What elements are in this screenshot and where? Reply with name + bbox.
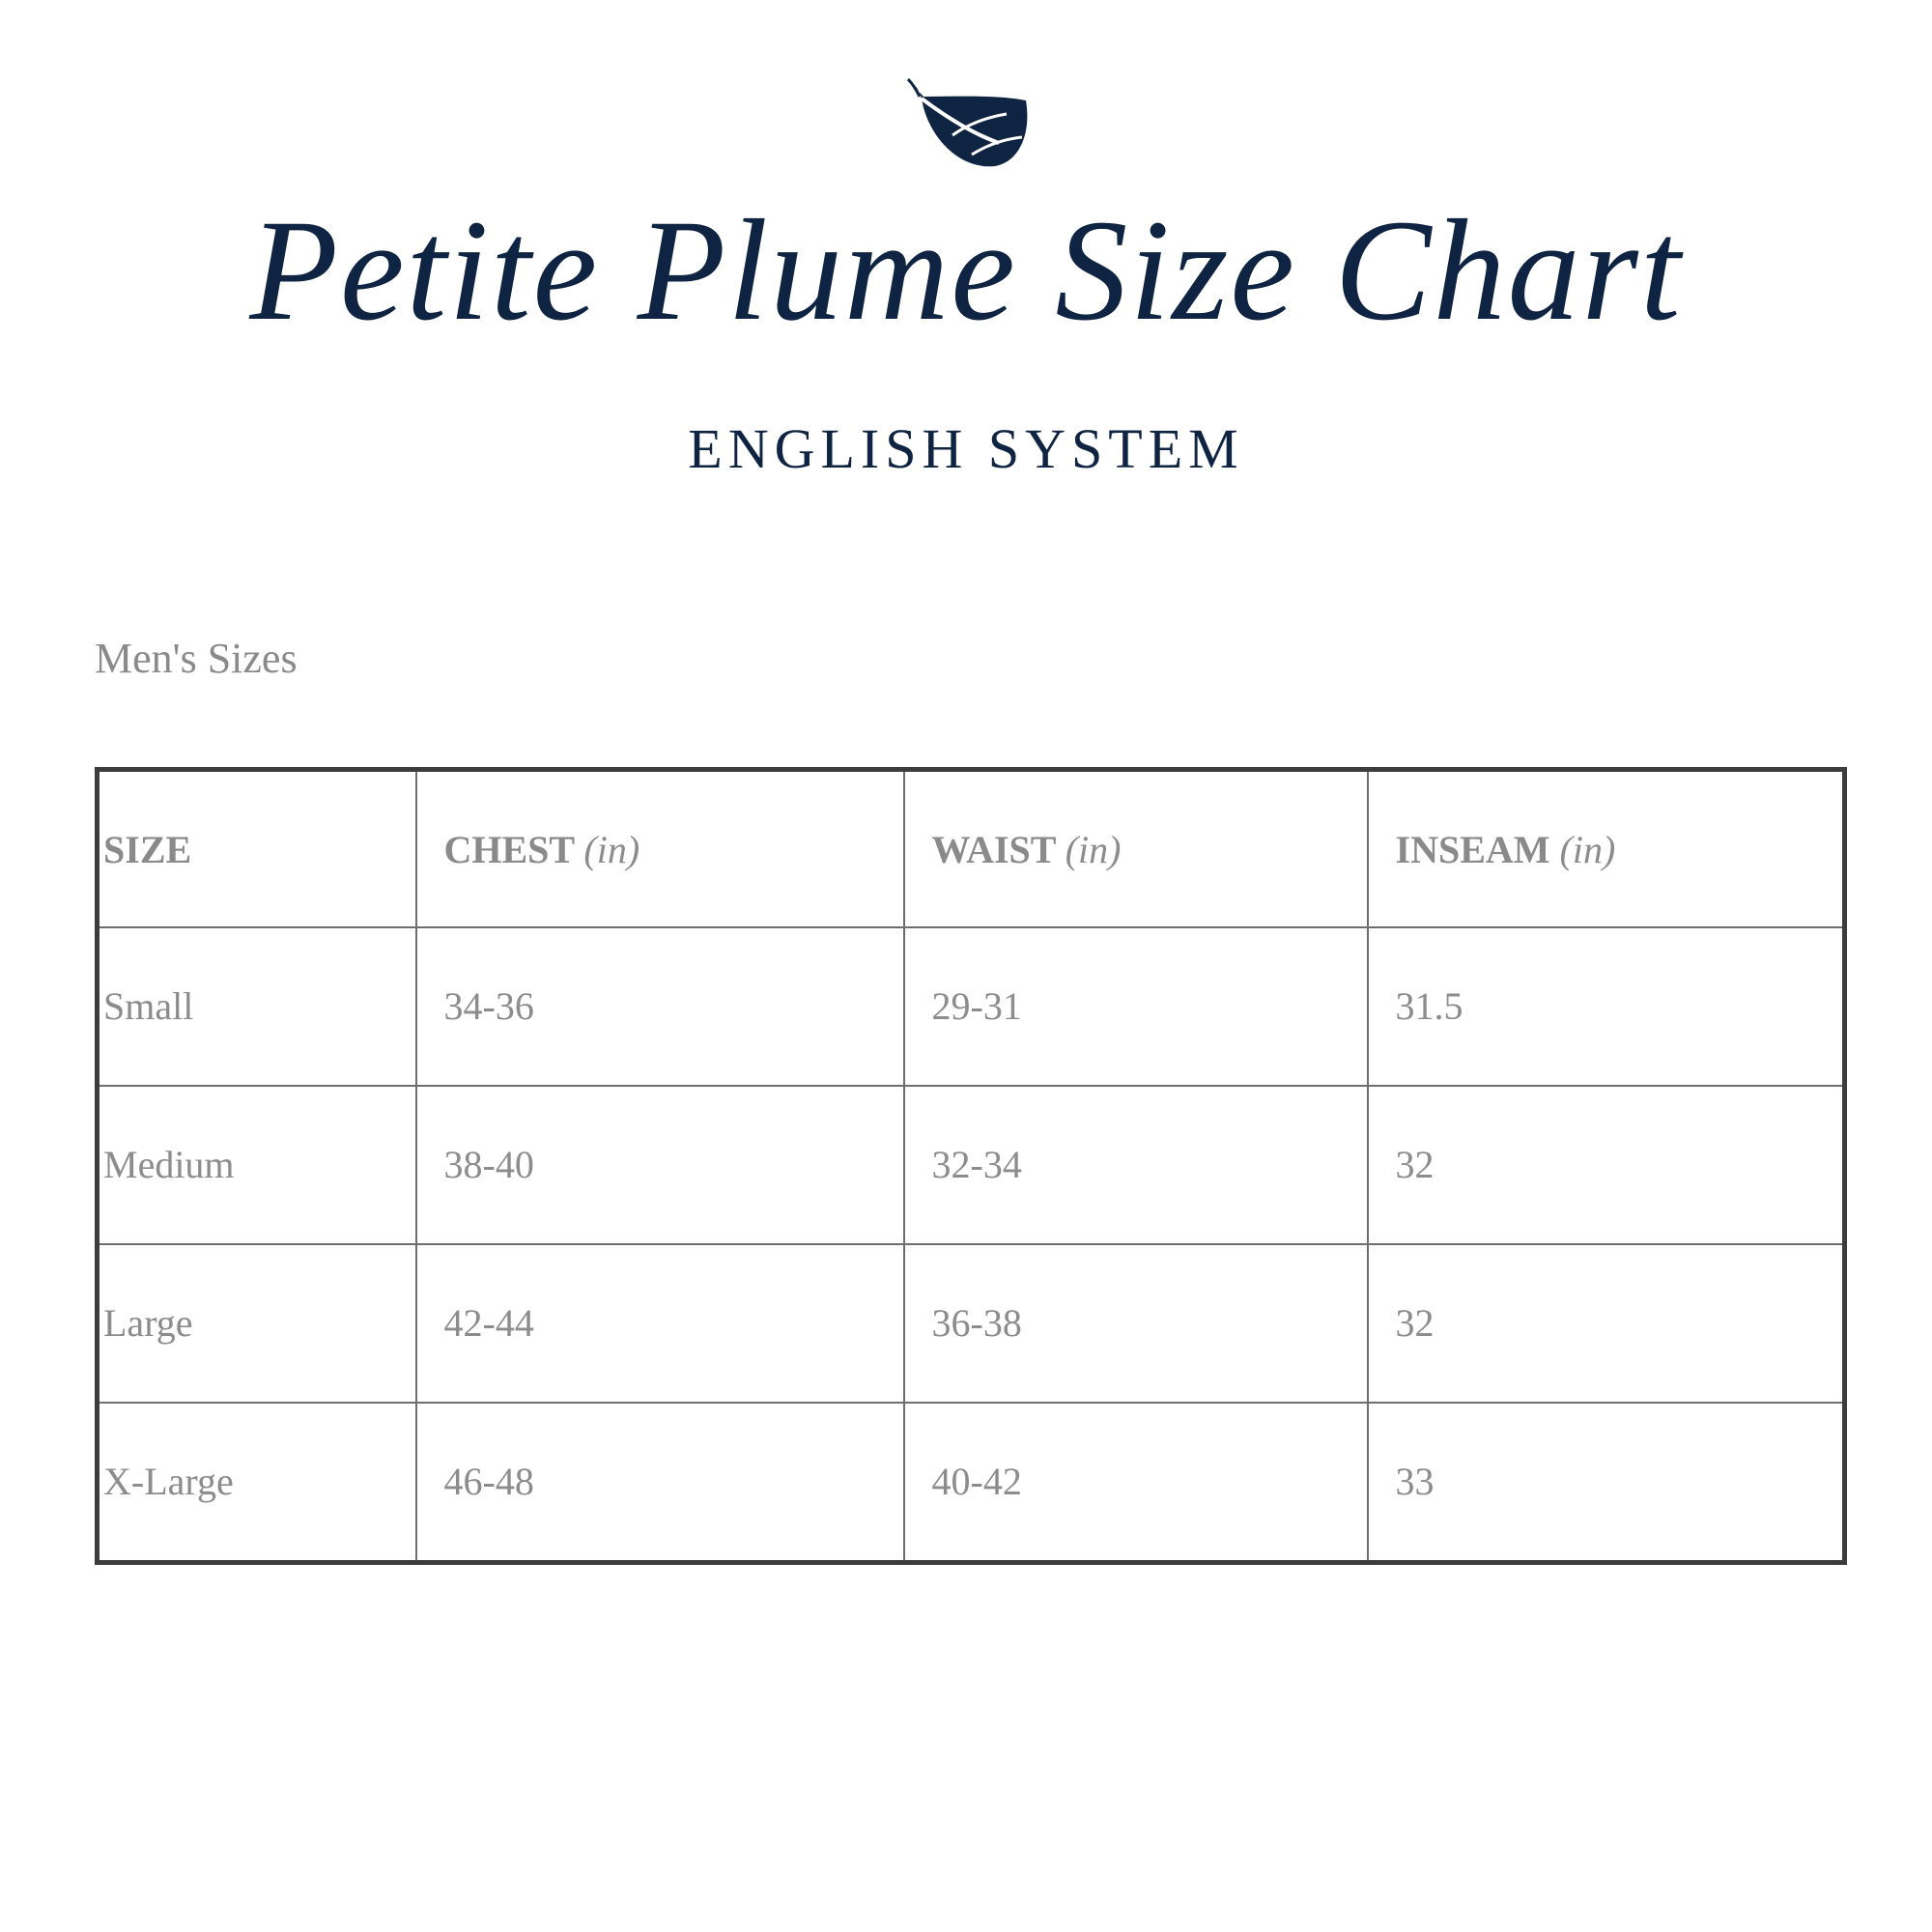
header-inseam <box>1368 770 1845 928</box>
size-chart-table <box>95 767 1847 1565</box>
header-label: CHEST <box>443 827 575 871</box>
cell-inseam: 33 <box>1368 1403 1845 1563</box>
cell-inseam: 31.5 <box>1368 927 1845 1086</box>
brand-title-text: Petite Plume Size Chart <box>249 190 1683 351</box>
brand-title <box>0 184 1932 415</box>
cell-chest: 42-44 <box>416 1244 904 1403</box>
header-waist <box>904 770 1368 928</box>
feather-leaf-icon <box>898 77 1034 174</box>
cell-chest: 34-36 <box>416 927 904 1086</box>
header-size <box>98 770 416 928</box>
table-header-row <box>98 770 1845 928</box>
table-row <box>98 1403 1845 1563</box>
page-subtitle: ENGLISH SYSTEM <box>688 417 1244 480</box>
cell-chest: 46-48 <box>416 1403 904 1563</box>
header-label: SIZE <box>103 827 192 871</box>
header-label: WAIST <box>931 827 1056 871</box>
cell-size: Small <box>98 927 416 1086</box>
section-label: Men's Sizes <box>95 635 298 682</box>
header-unit: (in) <box>583 827 640 871</box>
cell-inseam: 32 <box>1368 1086 1845 1244</box>
header-unit: (in) <box>1559 827 1616 871</box>
cell-size: X-Large <box>98 1403 416 1563</box>
cell-waist: 29-31 <box>904 927 1368 1086</box>
cell-size: Medium <box>98 1086 416 1244</box>
header-label: INSEAM <box>1395 827 1550 871</box>
cell-waist: 40-42 <box>904 1403 1368 1563</box>
table-row <box>98 1244 1845 1403</box>
cell-inseam: 32 <box>1368 1244 1845 1403</box>
table-row <box>98 927 1845 1086</box>
cell-waist: 36-38 <box>904 1244 1368 1403</box>
cell-waist: 32-34 <box>904 1086 1368 1244</box>
header-unit: (in) <box>1065 827 1122 871</box>
table-row <box>98 1086 1845 1244</box>
cell-size: Large <box>98 1244 416 1403</box>
cell-chest: 38-40 <box>416 1086 904 1244</box>
header-chest <box>416 770 904 928</box>
